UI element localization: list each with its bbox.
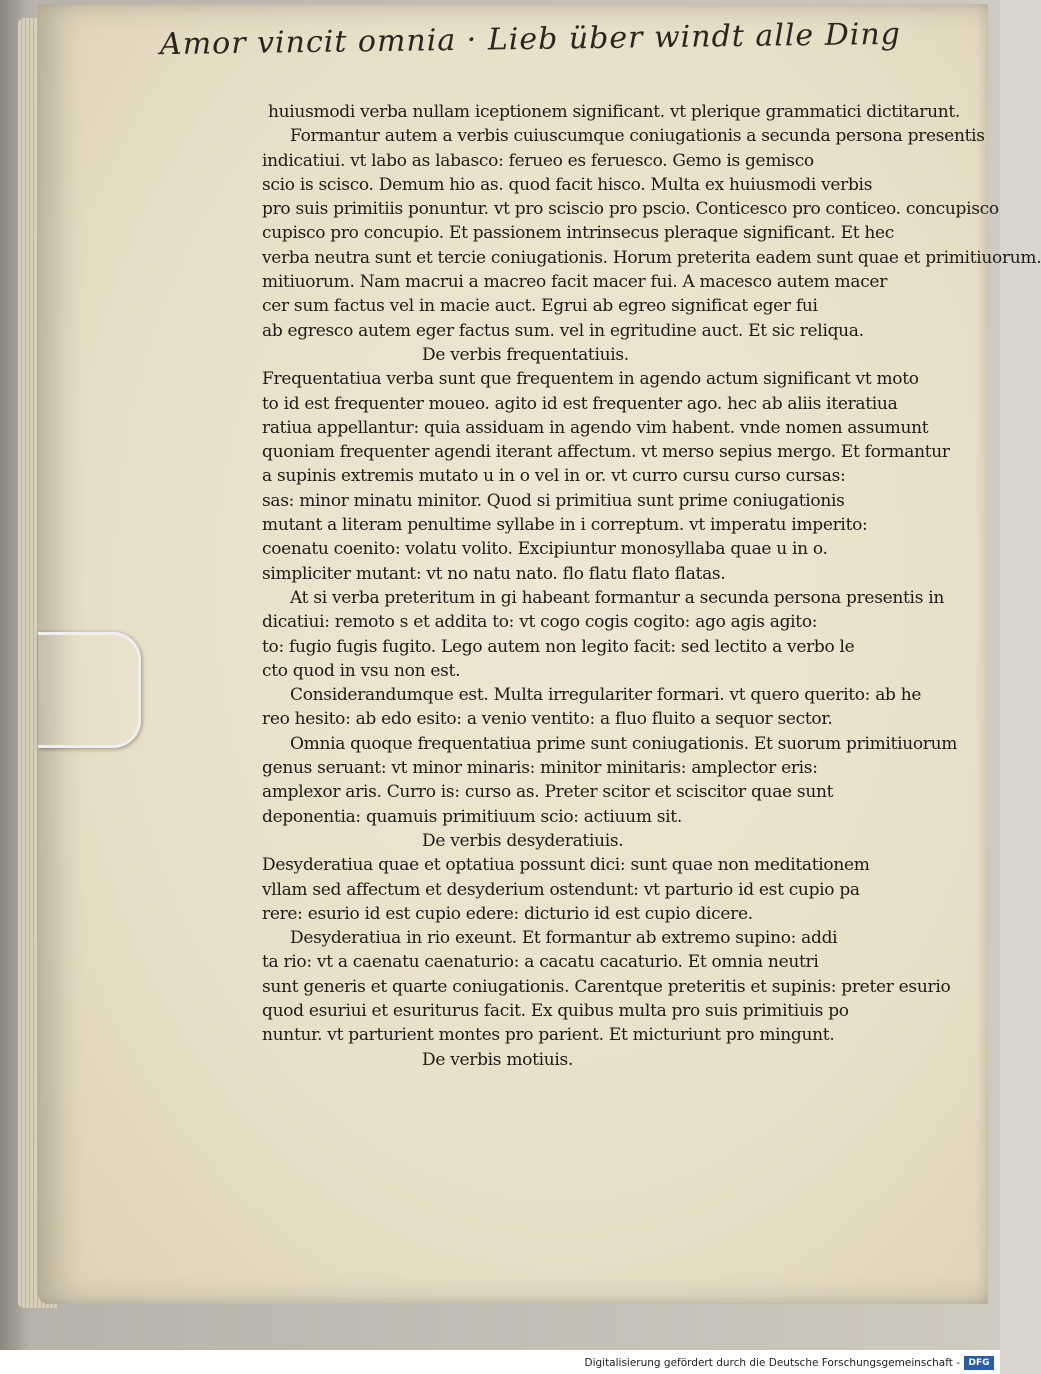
text-line: to id est frequenter moueo. agito id est frequenter ago. hec ab aliis iteratiua (262, 393, 898, 414)
printed-text-block (262, 100, 1041, 1072)
text-line: ratiua appellantur: quia assiduam in agendo vim habent. vnde nomen assumunt (262, 417, 929, 438)
text-line: rere: esurio id est cupio edere: dicturio id est cupio dicere. (262, 903, 753, 924)
text-line: Considerandumque est. Multa irregulariter formari. vt quero querito: ab he (290, 685, 922, 706)
footer-credit: Digitalisierung gefördert durch die Deutsche Forschungsgemeinschaft - (584, 1357, 960, 1369)
text-line: quoniam frequenter agendi iterant affectum. vt merso sepius mergo. Et formantur (262, 442, 950, 463)
text-line: sas: minor minatu minitor. Quod si primitiua sunt prime coniugationis (262, 490, 845, 511)
text-line: to: fugio fugis fugito. Lego autem non legito facit: sed lectito a verbo le (262, 636, 855, 657)
section-heading: De verbis frequentatiuis. (422, 344, 629, 365)
paper-clip (38, 632, 141, 748)
section-heading: De verbis motiuis. (422, 1049, 574, 1070)
text-line: cupisco pro concupio. Et passionem intrinsecus pleraque significant. Et hec (262, 223, 895, 244)
text-line: dicatiui: remoto s et addita to: vt cogo cogis cogito: ago agis agito: (262, 612, 818, 633)
text-line: At si verba preteritum in gi habeant formantur a secunda persona presentis in (290, 587, 945, 608)
text-line: huiusmodi verba nullam iceptionem significant. vt plerique grammatici dictitarunt. (268, 102, 961, 122)
text-line: vllam sed affectum et desyderium ostendunt: vt parturio id est cupio pa (262, 879, 860, 900)
text-line: cer sum factus vel in macie auct. Egrui ab egreo significat eger fui (262, 296, 818, 317)
text-line: indicatiui. vt labo as labasco: ferueo es feruesco. Gemo is gemisco (262, 150, 814, 171)
text-line: a supinis extremis mutato u in o vel in or. vt curro cursu curso cursas: (262, 466, 846, 487)
text-line: Formantur autem a verbis cuiuscumque coniugationis a secunda persona presentis (290, 126, 985, 147)
text-line: Desyderatiua quae et optatiua possunt dici: sunt quae non meditationem (262, 855, 870, 876)
text-line: mutant a literam penultime syllabe in i correptum. vt imperatu imperito: (262, 515, 868, 536)
text-line: scio is scisco. Demum hio as. quod facit hisco. Multa ex huiusmodi verbis (262, 174, 873, 195)
text-line: quod esuriui et esuriturus facit. Ex quibus multa pro suis primitiuis po (262, 1000, 849, 1021)
text-line: genus seruant: vt minor minaris: minitor minitaris: amplector eris: (262, 758, 818, 779)
text-line: verba neutra sunt et tercie coniugationis. Horum preterita eadem sunt quae et primitiuorum. (262, 247, 1041, 268)
text-line: coenatu coenito: volatu volito. Excipiuntur monosyllaba quae u in o. (262, 539, 828, 560)
handwritten-margin-note: Amor vincit omnia · Lieb über windt alle Ding (159, 16, 902, 63)
text-line: amplexor aris. Curro is: curso as. Preter scitor et sciscitor quae sunt (262, 782, 834, 803)
text-line: simpliciter mutant: vt no natu nato. flo flatu flato flatas. (262, 563, 726, 584)
text-line: Desyderatiua in rio exeunt. Et formantur ab extremo supino: addi (290, 928, 838, 949)
text-line: deponentia: quamuis primitiuum scio: actiuum sit. (262, 806, 682, 827)
dfg-logo: DFG (964, 1356, 994, 1370)
text-line: ta rio: vt a caenatu caenaturio: a cacatu cacaturio. Et omnia neutri (262, 952, 819, 973)
text-line: cto quod in vsu non est. (262, 660, 461, 681)
text-line: nuntur. vt parturient montes pro parient. Et micturiunt pro mingunt. (262, 1025, 835, 1046)
section-heading: De verbis desyderatiuis. (422, 830, 624, 851)
text-line: mitiuorum. Nam macrui a macreo facit macer fui. A macesco autem macer (262, 272, 888, 293)
text-line: Omnia quoque frequentatiua prime sunt coniugationis. Et suorum primitiuorum (290, 733, 958, 754)
text-line: sunt generis et quarte coniugationis. Carentque preteritis et supinis: preter esurio (262, 976, 951, 997)
text-line: pro suis primitiis ponuntur. vt pro sciscio pro pscio. Conticesco pro conticeo. concupisco (262, 199, 999, 220)
footer-bar (0, 1350, 1000, 1374)
text-line: reo hesito: ab edo esito: a venio ventito: a fluo fluito a sequor sector. (262, 709, 833, 730)
text-line: Frequentatiua verba sunt que frequentem in agendo actum significant vt moto (262, 369, 919, 390)
text-line: ab egresco autem eger factus sum. vel in egritudine auct. Et sic reliqua. (262, 320, 864, 341)
